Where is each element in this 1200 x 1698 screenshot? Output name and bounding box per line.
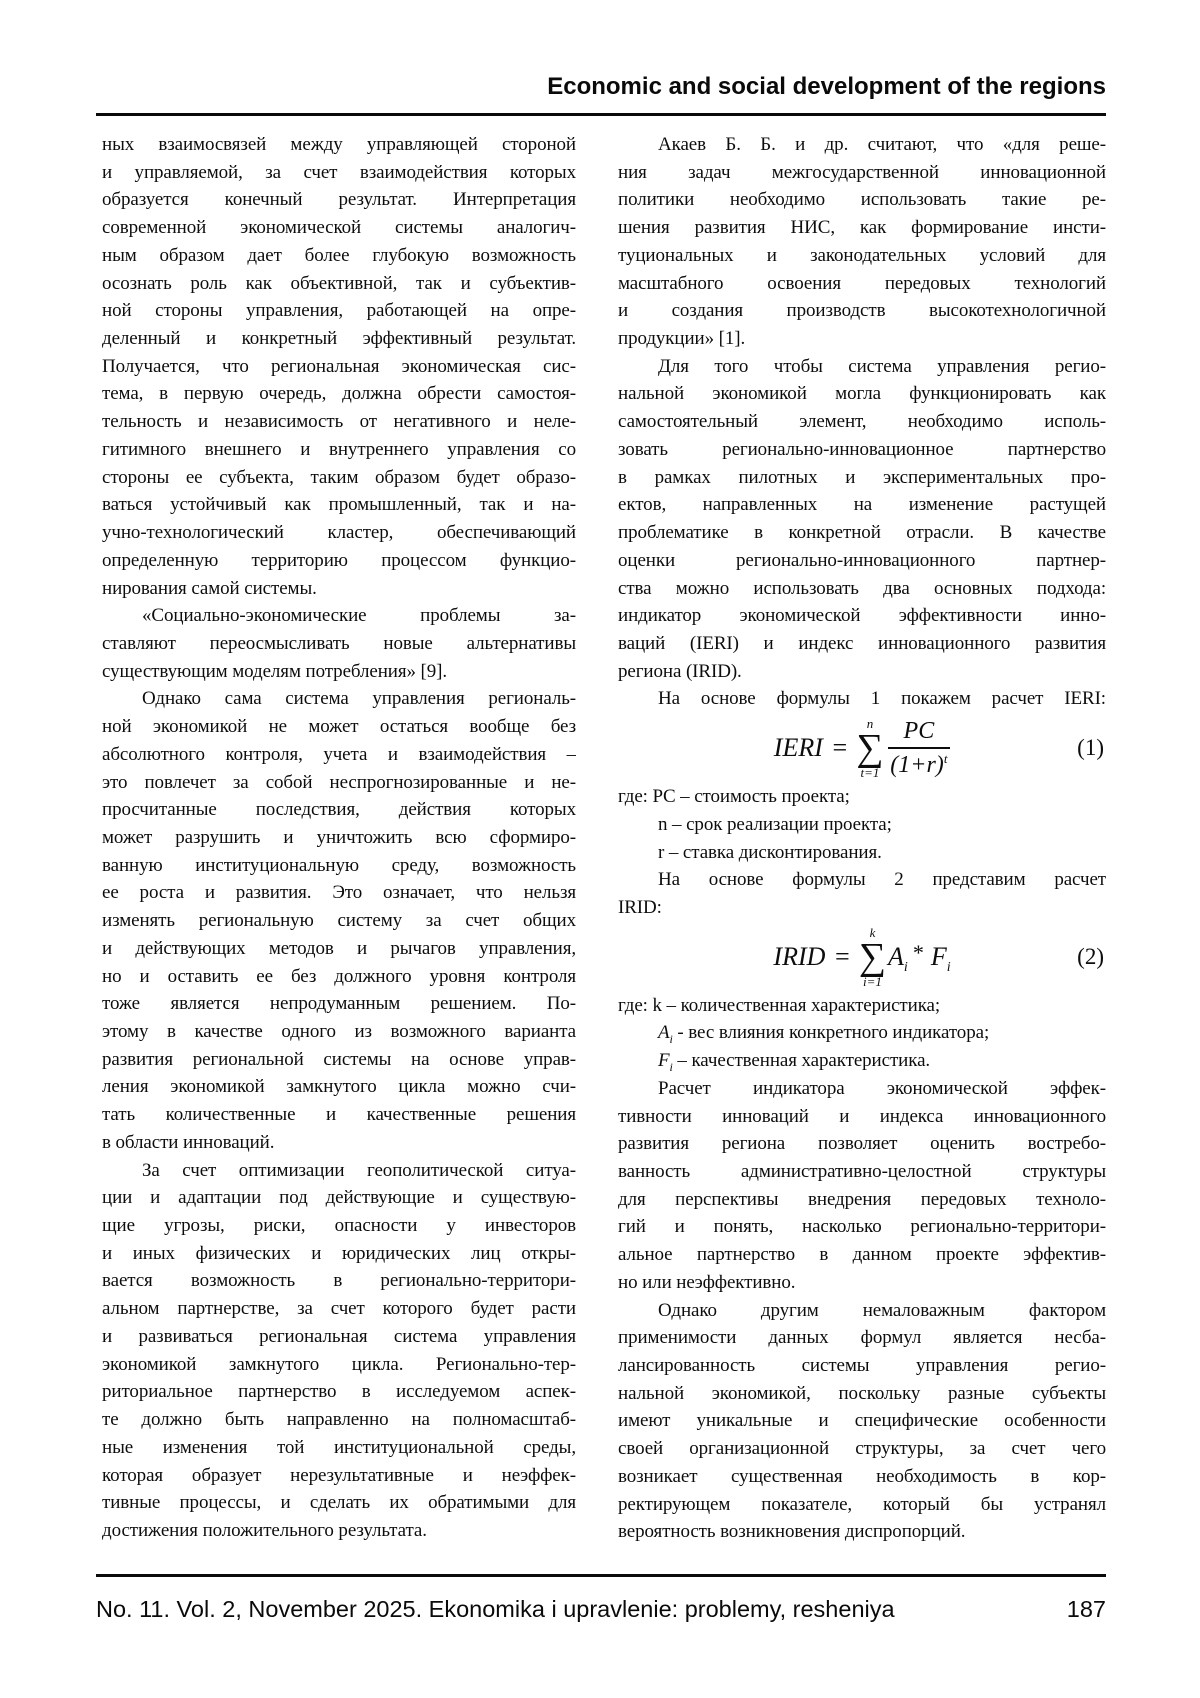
text-line: На основе формулы 1 покажем расчет IERI:: [658, 688, 1106, 710]
text-line: тивности инноваций и индекса инновационного: [618, 1105, 1106, 1127]
text-line: IRID:: [618, 896, 662, 918]
text-line: это повлечет за собой неспрогнозированные и не-: [102, 771, 576, 793]
text-line: На основе формулы 2 представим расчет: [658, 869, 1106, 891]
equation-2: [618, 922, 1106, 992]
text-line: нальной экономикой, поскольку разные субъекты: [618, 1382, 1106, 1404]
text-line: самостоятельный элемент, необходимо исполь-: [618, 411, 1106, 433]
equation-2-body: [773, 926, 950, 988]
text-line: региона (IRID).: [618, 660, 742, 682]
text-line: те должно быть направленно на полномасштаб-: [102, 1409, 576, 1431]
term-f-var: F: [930, 941, 947, 971]
text-line: $A_i$ - вес влияния конкретного индикатора;: [658, 1022, 990, 1047]
text-line: ректирующем показателе, который бы устранял: [618, 1493, 1106, 1515]
text-line: нальной экономикой могла функционировать как: [618, 383, 1106, 405]
sigma-icon: ∑: [856, 727, 884, 770]
text-line: ным образом дает более глубокую возможность: [102, 244, 576, 266]
text-line: ваций (IERI) и индекс инновационного развития: [618, 632, 1106, 654]
text-line: продукции» [1].: [618, 328, 746, 350]
text-line: и иных физических и юридических лиц откры-: [102, 1242, 576, 1264]
right-column: [618, 131, 1106, 1571]
text-line: $F_i$ – качественная характеристика.: [658, 1050, 931, 1074]
text-line: тельность и независимость от негативного и неле-: [102, 411, 576, 433]
text-line: абсолютного контроля, учета и взаимодействия –: [102, 743, 576, 765]
text-line: имеют уникальные и специфические особенности: [618, 1410, 1106, 1432]
text-line: и действующих методов и рычагов управления,: [102, 937, 576, 959]
header-rule: [96, 113, 1106, 116]
text-line: в рамках пилотных и экспериментальных про-: [618, 466, 1106, 488]
text-line: где: k – количественная характеристика;: [618, 994, 941, 1016]
text-line: индикатор экономической эффективности инно-: [618, 605, 1106, 627]
equation-number: (1): [1077, 735, 1104, 761]
text-line: деленный и конкретный эффективный результат.: [102, 328, 576, 350]
equation-lhs: IERI: [773, 733, 823, 763]
equals-sign: =: [830, 733, 849, 763]
text-line: ния задач межгосударственной инновационной: [618, 161, 1106, 183]
term-a-var: A: [888, 941, 904, 971]
text-line: где: PC – стоимость проекта;: [618, 786, 850, 808]
text-line: r – ставка дисконтирования.: [658, 841, 882, 863]
denominator-base: (1+r): [890, 752, 944, 779]
text-line: развития региональной системы на основе управ-: [102, 1048, 576, 1070]
text-line: развития региона позволяет оценить востребо-: [618, 1133, 1106, 1155]
text-line: но и оставить ее без должного уровня контроля: [102, 965, 576, 987]
fraction-numerator: PC: [888, 719, 951, 749]
text-line: Для того чтобы система управления регио-: [658, 355, 1106, 377]
fraction-denominator: [890, 749, 947, 777]
right-column-segment-1: [618, 131, 1106, 713]
sum-lower-limit: t=1: [860, 765, 880, 781]
text-line: гитимного внешнего и внутреннего управления со: [102, 438, 576, 460]
equation-1-body: [774, 717, 950, 779]
text-line: своей организационной структуры, за счет чего: [618, 1438, 1106, 1460]
equation-lhs: IRID: [773, 941, 826, 971]
left-column: [102, 131, 576, 1571]
text-line: ектов, направленных на изменение растущей: [618, 494, 1106, 516]
term-a-sub: i: [903, 959, 908, 975]
text-line: осознать роль как объективной, так и субъектив-: [102, 272, 576, 294]
text-line: тоже является непродуманным решением. По-: [102, 993, 576, 1015]
equals-sign: =: [833, 941, 851, 971]
text-line: Получается, что региональная экономическая сис-: [102, 355, 576, 377]
text-line: тема, в первую очередь, должна обрести самостоя-: [102, 383, 576, 405]
text-line: политики необходимо использовать такие ре-: [618, 189, 1106, 211]
text-line: и развиваться региональная система управления: [102, 1325, 576, 1347]
text-line: альное партнерство в данном проекте эффектив-: [618, 1244, 1106, 1266]
term-f-sub: i: [946, 959, 951, 975]
text-line: проблематике в конкретной отрасли. В качестве: [618, 522, 1106, 544]
text-line: ных взаимосвязей между управляющей стороной: [102, 134, 576, 155]
text-line: тать количественные и качественные решения: [102, 1104, 576, 1126]
text-line: туциональных и законодательных условий для: [618, 244, 1106, 266]
text-line: щие угрозы, риски, опасности у инвесторов: [102, 1215, 576, 1237]
summation: [856, 717, 883, 779]
text-line: оценки регионально-инновационного партнер-: [618, 549, 1106, 571]
text-line: ной экономикой не может остаться вообще без: [102, 716, 576, 738]
text-line: тивные процессы, и сделать их обратимыми для: [102, 1492, 576, 1514]
text-line: стороны ее субъекта, таким образом будет образо-: [102, 466, 576, 488]
text-line: и управляемой, за счет взаимодействия которых: [102, 161, 576, 183]
text-line: которая образует нерезультативные и неэффек-: [102, 1464, 576, 1486]
text-line: альном партнерстве, за счет которого будет расти: [102, 1298, 576, 1320]
text-line: учно-технологический кластер, обеспечивающий: [102, 522, 576, 544]
text-line: Акаев Б. Б. и др. считают, что «для реше-: [658, 134, 1106, 155]
text-line: ванную институциональную среду, возможность: [102, 854, 576, 876]
text-line: в области инноваций.: [102, 1131, 275, 1153]
text-line: За счет оптимизации геополитической ситуа-: [142, 1159, 576, 1181]
text-line: и создания производств высокотехнологичной: [618, 300, 1106, 322]
text-line: риториальное партнерство в исследуемом аспек-: [102, 1381, 576, 1403]
text-line: применимости данных формул является несба-: [618, 1327, 1106, 1349]
fraction: [888, 719, 951, 777]
text-line: n – срок реализации проекта;: [658, 813, 892, 835]
text-line: достижения положительного результата.: [102, 1519, 427, 1541]
text-line: ваться устойчивый как промышленный, так и на-: [102, 494, 576, 516]
text-columns: [102, 131, 1106, 1571]
text-line: просчитанные последствия, действия которых: [102, 799, 576, 821]
text-line: ции и адаптации под действующие и существую-: [102, 1187, 576, 1209]
sigma-icon: ∑: [858, 935, 887, 978]
sum-upper-limit: n: [866, 716, 874, 732]
text-line: Расчет индикатора экономической эффек-: [658, 1077, 1106, 1099]
text-line: нирования самой системы.: [102, 577, 317, 599]
text-line: но или неэффективно.: [618, 1271, 796, 1293]
text-line: экономикой замкнутого цикла. Регионально-тер-: [102, 1353, 576, 1375]
text-line: вероятность возникновения диспропорций.: [618, 1521, 966, 1543]
page-number: 187: [1066, 1596, 1106, 1622]
text-line: образуется конечный результат. Интерпретация: [102, 189, 576, 211]
term-a: [888, 941, 908, 975]
denominator-exponent: t: [943, 751, 948, 767]
text-line: лансированность системы управления регио-: [618, 1355, 1106, 1377]
text-line: современной экономической системы аналогич-: [102, 217, 576, 239]
text-line: для перспективы внедрения передовых техноло-: [618, 1188, 1106, 1210]
journal-info: No. 11. Vol. 2, November 2025. Ekonomika i upravlenie: problemy, resheniya: [96, 1596, 895, 1622]
right-column-segment-2: [618, 783, 1106, 922]
text-line: ее роста и развития. Это означает, что нельзя: [102, 882, 576, 904]
text-line: зовать регионально-инновационное партнерство: [618, 438, 1106, 460]
page-footer: [96, 1594, 1106, 1624]
term-f: [930, 941, 951, 975]
text-line: ления экономикой замкнутого цикла можно счи-: [102, 1076, 576, 1098]
summation: [859, 926, 886, 988]
equation-number: (2): [1077, 943, 1104, 969]
text-line: масштабного освоения передовых технологий: [618, 272, 1106, 294]
text-line: возникает существенная необходимость в кор-: [618, 1465, 1106, 1487]
text-line: ной стороны управления, работающей на опре-: [102, 300, 576, 322]
text-line: существующим моделям потребления» [9].: [102, 660, 448, 682]
text-line: ные изменения той институциональной среды,: [102, 1436, 576, 1458]
text-line: ставляют переосмысливать новые альтернативы: [102, 632, 576, 654]
text-line: Однако другим немаловажным фактором: [658, 1299, 1106, 1321]
text-line: определенную территорию процессом функцио-: [102, 549, 576, 571]
text-line: этому в качестве одного из возможного варианта: [102, 1021, 576, 1042]
text-line: ванность административно-целостной структуры: [618, 1161, 1106, 1182]
text-line: может разрушить и уничтожить всю сформиро-: [102, 826, 576, 848]
text-line: изменять региональную систему за счет общих: [102, 910, 576, 932]
right-column-segment-3: [618, 992, 1106, 1546]
sum-upper-limit: k: [869, 924, 876, 940]
sum-lower-limit: i=1: [863, 973, 882, 989]
text-line: вается возможность в регионально-территори-: [102, 1270, 576, 1292]
text-line: ства можно использовать два основных подхода:: [618, 577, 1106, 599]
equation-1: [618, 713, 1106, 783]
text-line: Однако сама система управления региональ-: [142, 688, 576, 710]
running-header: Economic and social development of the regions: [547, 73, 1106, 100]
text-line: гий и понять, насколько регионально-территори-: [618, 1216, 1106, 1238]
multiply-operator: *: [911, 939, 923, 965]
footer-rule: [96, 1574, 1106, 1577]
text-line: шения развития НИС, как формирование инсти-: [618, 217, 1106, 239]
text-line: «Социально-экономические проблемы за-: [142, 605, 576, 627]
